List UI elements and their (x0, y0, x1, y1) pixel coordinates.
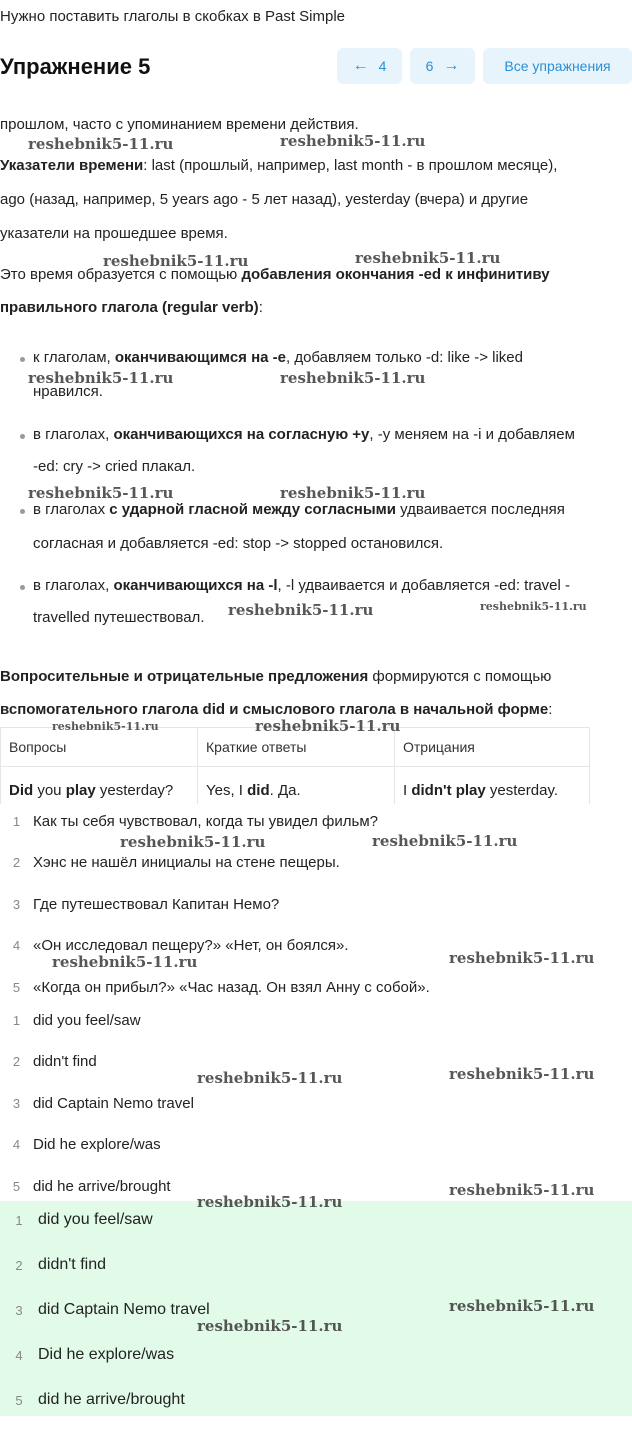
list-item (0, 1385, 185, 1415)
watermark: reshebnik5-11.ru (449, 1065, 595, 1083)
table-header: Отрицания (395, 728, 590, 767)
list-item (0, 1250, 106, 1280)
bullet-icon (20, 357, 25, 362)
theory-bold: правильного глагола (regular verb) (0, 299, 259, 316)
item-text: did Captain Nemo travel (38, 1301, 210, 1318)
cell-text: you (33, 781, 66, 799)
list-item (0, 1129, 161, 1159)
bullet-icon (20, 509, 25, 514)
list-item (33, 426, 575, 443)
cell-text: Yes, I (206, 781, 248, 799)
task-title: Нужно поставить глаголы в скобках в Past Simple (0, 8, 345, 25)
bullet-icon (20, 585, 25, 590)
list-text: в глаголах, (33, 426, 114, 443)
watermark: reshebnik5-11.ru (52, 953, 198, 971)
item-text: Где путешествовал Капитан Немо? (33, 895, 280, 913)
watermark: reshebnik5-11.ru (449, 949, 595, 967)
list-bold: с ударной гласной между согласными (109, 501, 396, 518)
list-item (33, 577, 570, 594)
list-item-cont: нравился. (33, 383, 103, 400)
cell-bold: didn't play (411, 781, 486, 799)
theory-text: формируются с помощью (368, 668, 552, 685)
list-item (0, 1046, 97, 1076)
cell-bold: Did (9, 781, 34, 799)
list-item (0, 1205, 153, 1235)
watermark: reshebnik5-11.ru (120, 833, 266, 851)
cell-bold: play (65, 781, 96, 799)
item-text: did he arrive/brought (38, 1391, 185, 1408)
prev-exercise-label: 4 (378, 58, 387, 74)
list-bold: оканчивающихся на согласную +y (113, 426, 370, 443)
list-item-cont: -ed: cry -> cried плакал. (33, 458, 196, 475)
list-item (0, 1088, 194, 1118)
item-text: did you feel/saw (33, 1011, 141, 1029)
item-text: Хэнс не нашёл инициалы на стене пещеры. (33, 853, 340, 871)
list-item (0, 1171, 171, 1201)
item-number: 1 (12, 813, 21, 829)
watermark: reshebnik5-11.ru (197, 1069, 343, 1087)
watermark: reshebnik5-11.ru (52, 720, 159, 733)
watermark: reshebnik5-11.ru (372, 832, 518, 850)
theory-bold: вспомогательного глагола did и смыслового глагола в начальной форме (0, 701, 549, 718)
arrow-left-icon: ← (352, 57, 369, 74)
watermark: reshebnik5-11.ru (197, 1193, 343, 1211)
list-text: в глаголах (33, 501, 110, 518)
list-item (0, 806, 378, 836)
list-item-cont: согласная и добавляется -ed: stop -> stopped остановился. (33, 535, 444, 552)
watermark: reshebnik5-11.ru (280, 484, 426, 502)
item-number: 5 (12, 1178, 21, 1194)
theory-text: : (258, 299, 263, 316)
list-text: в глаголах, (33, 577, 114, 594)
list-text: , -l удваивается и добавляется -ed: travel - (277, 577, 571, 594)
list-item (0, 1005, 141, 1035)
watermark: reshebnik5-11.ru (28, 135, 174, 153)
cell-text: . Да. (269, 781, 301, 799)
theory-bold: Вопросительные и отрицательные предложения (0, 668, 369, 685)
list-item (33, 501, 565, 518)
item-text: didn't find (38, 1256, 106, 1273)
cell-text: yesterday. (485, 781, 559, 799)
item-number: 5 (15, 1392, 23, 1408)
arrow-right-icon: → (443, 57, 460, 74)
watermark: reshebnik5-11.ru (28, 484, 174, 502)
item-number: 4 (12, 937, 21, 953)
watermark: reshebnik5-11.ru (28, 369, 174, 387)
item-number: 3 (12, 896, 21, 912)
item-text: Did he explore/was (33, 1135, 161, 1153)
item-text: did Captain Nemo travel (33, 1094, 194, 1112)
item-number: 5 (12, 979, 21, 995)
all-exercises-button[interactable] (483, 48, 632, 84)
theory-line (0, 299, 263, 316)
theory-text: : last (прошлый, например, last month - в прошлом месяце), (143, 157, 558, 174)
theory-line (0, 266, 550, 283)
cell-bold: did (247, 781, 270, 799)
theory-line: указатели на прошедшее время. (0, 225, 228, 242)
item-number: 3 (12, 1095, 21, 1111)
time-markers-label: Указатели времени (0, 157, 144, 174)
list-text: , добавляем только -d: like -> liked (286, 349, 523, 366)
theory-line: прошлом, часто с упоминанием времени действия. (0, 116, 359, 133)
cell-text: I (403, 781, 412, 799)
list-item (0, 972, 430, 1002)
exercise-title: Упражнение 5 (0, 54, 151, 79)
theory-line: ago (назад, например, 5 years ago - 5 лет назад), yesterday (вчера) и другие (0, 191, 529, 208)
list-item (0, 1295, 210, 1325)
item-number: 2 (15, 1257, 23, 1273)
item-number: 2 (12, 1053, 21, 1069)
table-header: Вопросы (1, 728, 198, 767)
table-header: Краткие ответы (198, 728, 395, 767)
item-text: didn't find (33, 1052, 97, 1070)
watermark: reshebnik5-11.ru (480, 600, 587, 613)
theory-line (0, 157, 557, 174)
theory-text: : (548, 701, 553, 718)
watermark: reshebnik5-11.ru (228, 601, 374, 619)
list-text: , -y меняем на -i и добавляем (369, 426, 575, 443)
item-text: «Когда он прибыл?» «Час назад. Он взял Анну с собой». (33, 978, 430, 996)
watermark: reshebnik5-11.ru (255, 717, 401, 735)
theory-bold: добавления окончания -ed к инфинитиву (241, 266, 550, 283)
list-item-cont: travelled путешествовал. (33, 609, 205, 626)
list-text: к глаголам, (33, 349, 115, 366)
cell-text: yesterday? (95, 781, 174, 799)
watermark: reshebnik5-11.ru (197, 1317, 343, 1335)
item-text: did you feel/saw (38, 1211, 153, 1228)
list-item (33, 349, 523, 366)
all-exercises-label: Все упражнения (504, 58, 611, 74)
theory-line (0, 701, 552, 718)
watermark: reshebnik5-11.ru (449, 1297, 595, 1315)
prev-exercise-button[interactable] (337, 48, 402, 84)
watermark: reshebnik5-11.ru (280, 132, 426, 150)
item-number: 4 (15, 1347, 23, 1363)
item-text: Did he explore/was (38, 1346, 175, 1363)
list-item (0, 1340, 174, 1370)
watermark: reshebnik5-11.ru (355, 249, 501, 267)
next-exercise-button[interactable] (410, 48, 475, 84)
item-number: 1 (15, 1212, 23, 1228)
item-number: 2 (12, 854, 21, 870)
list-bold: оканчивающихся на -l (113, 577, 278, 594)
item-number: 1 (12, 1012, 21, 1028)
theory-line (0, 668, 551, 685)
next-exercise-label: 6 (425, 58, 434, 74)
list-text: удваивается последняя (395, 501, 565, 518)
bullet-icon (20, 434, 25, 439)
item-text: did he arrive/brought (33, 1177, 171, 1195)
grammar-table (0, 727, 590, 814)
item-text: «Он исследовал пещеру?» «Нет, он боялся». (33, 936, 349, 954)
list-item (0, 889, 279, 919)
list-bold: оканчивающимся на -e (114, 349, 286, 366)
theory-text: Это время образуется с помощью (0, 266, 242, 283)
watermark: reshebnik5-11.ru (103, 252, 249, 270)
item-number: 4 (12, 1136, 21, 1152)
watermark: reshebnik5-11.ru (449, 1181, 595, 1199)
list-item (0, 847, 340, 877)
item-number: 3 (15, 1302, 23, 1318)
item-text: Как ты себя чувствовал, когда ты увидел фильм? (33, 812, 378, 830)
watermark: reshebnik5-11.ru (280, 369, 426, 387)
